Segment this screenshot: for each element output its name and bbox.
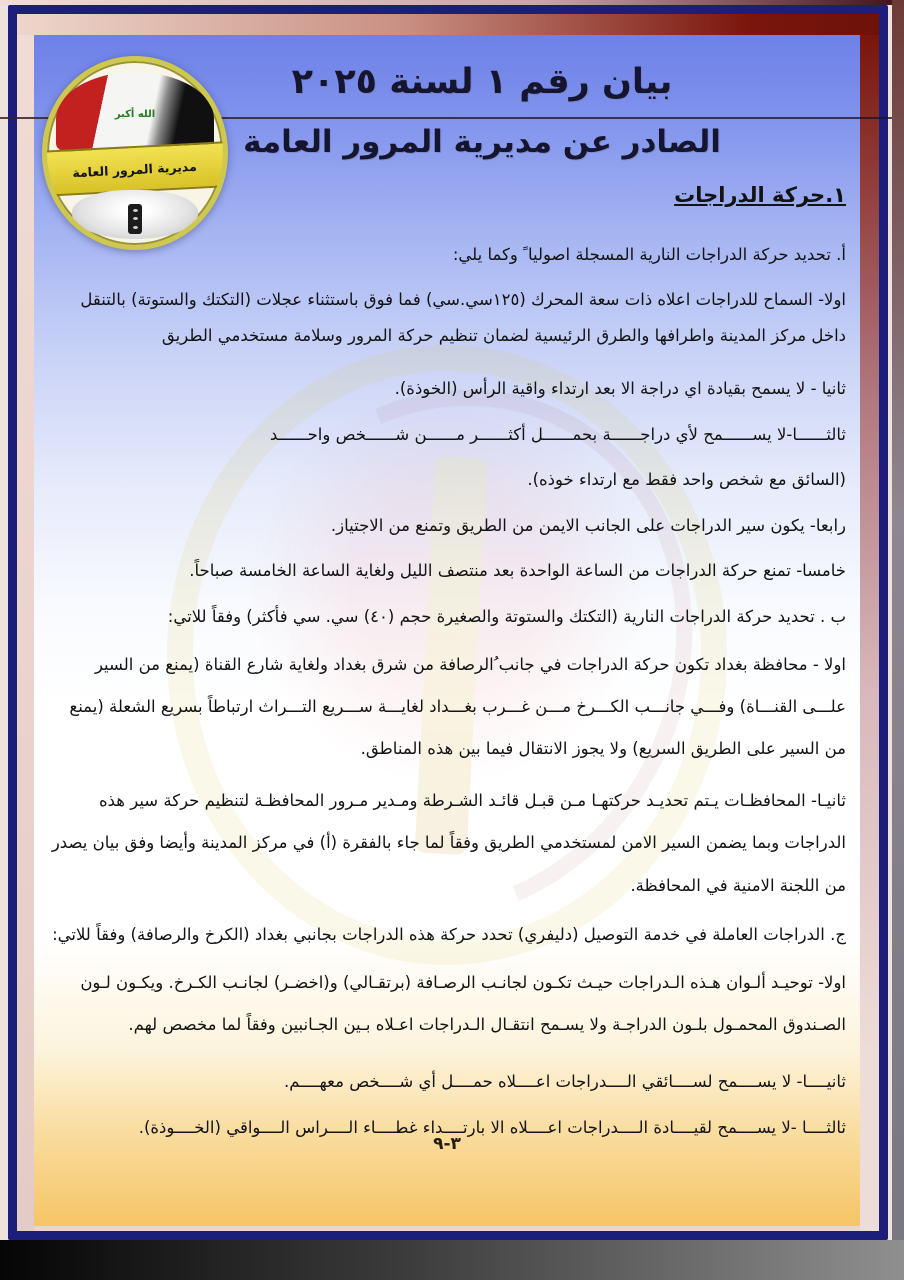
traffic-directorate-emblem (42, 56, 228, 250)
paragraph: ب . تحديد حركة الدراجات النارية (التكتك والستوتة والصغيرة حجم (٤٠) سي. سي فأكثر) وفقاً للاتي: (167, 606, 846, 626)
paragraph: (السائق مع شخص واحد فقط مع ارتداء خوذه). (527, 470, 846, 490)
paragraph: ثانيــــا- لا يســــمح لســــائقي الــــدراجات اعــــلاه حمــــل أي شــــخص معهــــم. (284, 1072, 846, 1092)
paragraph: ثانيا - لا يسمح بقيادة اي دراجة الا بعد ارتداء واقية الرأس (الخوذة). (394, 379, 846, 399)
paragraph: ثالثــــا -لا يســــمح لقيــــادة الــــدراجات اعــــلاه الا بارتــــداء غطــــاء الــــراس الــــواقي (الخــــوذة). (138, 1117, 846, 1137)
paragraph: خامسا- تمنع حركة الدراجات من الساعة الواحدة بعد منتصف الليل ولغاية الساعة الخامسة صباحاً. (189, 561, 846, 581)
emblem-banner: مديرية المرور العامة (42, 140, 228, 197)
paragraph: اولا- توحيـد ألـوان هـذه الـدراجات حيـث تكـون لجانـب الرصـافة (برتقـالي) و(اخضـر) لجانـب الكـرخ. ويكـون لـون الصـندوق المحمـول بلـون الدراجـة ولا يسـمح انتقـال الـدراجات اعـلاه بـين الجـانبين وفقاً لما مخصص لهم. (80, 973, 846, 1035)
statement-title: بيان رقم ١ لسنة ٢٠٢٥ (291, 62, 673, 102)
document-body (50, 183, 846, 1155)
photo-edge-top (0, 0, 904, 5)
paragraph: ج. الدراجات العاملة في خدمة التوصيل (دليفري) تحدد حركة هذه الدراجات بجانبي بغداد (الكرخ والرصافة) وفقاً للاتي: (52, 924, 846, 944)
paragraph: ثالثــــــا-لا يســــــمح لأي دراجــــــة بحمــــــل أكثــــــر مــــــن شــــــخص واحــــــد (269, 424, 846, 444)
paragraph: اولا - محافظة بغداد تكون حركة الدراجات في جانب ُالرصافة من شرق بغداد ولغاية شارع القناة (يمنع من السير علـــى القنـــاة) وفـــي جانـــب الكـــرخ مـــن غـــرب بغـــداد لغايـــة ســـريع التـــراث ارتباطاً بسريع الشعلة (يمنع من السير على الطريق السريع) ولا يجوز الانتقال فيما بين هذه المناطق. (69, 655, 846, 759)
section-title: ١.حركة الدراجات (674, 183, 846, 207)
paragraph: أ. تحديد حركة الدراجات النارية المسجلة اصوليا ً وكما يلي: (452, 245, 846, 264)
photo-edge-bottom (0, 1240, 904, 1280)
frame-band-bottom (34, 1226, 860, 1231)
paragraph: اولا- السماح للدراجات اعلاه ذات سعة المحرك (١٢٥سي.سي) فما فوق باستثناء عجلات (التكتك والستوتة) بالتنقل داخل مركز المدينة واطرافها والطرق الرئيسية لضمان تنظيم حركة المرور وسلامة مستخدمي الطريق (80, 290, 846, 345)
photo-edge-right (892, 0, 904, 1280)
frame-band-left (17, 35, 34, 1231)
frame-band-top (17, 14, 879, 35)
paragraph: رابعا- يكون سير الدراجات على الجانب الايمن من الطريق وتمنع من الاجتياز. (330, 515, 846, 535)
page-number: ٣-٩ (433, 1134, 461, 1154)
issuer-title: الصادر عن مديرية المرور العامة (243, 124, 721, 160)
flag-calligraphy: الله أكبر (114, 108, 156, 120)
paragraph: ثانيـا- المحافظـات يـتم تحديـد حركتهـا مـن قبـل قائـد الشـرطة ومـدير مـرور المحافظـة لتنظيم حركة سير هذه الدراجات وبما يضمن السير الامن لمستخدمي الطريق وفقاً لما جاء بالفقرة (أ) في مركز المدينة وأيضا وفق بيان يصدر من اللجنة الامنية في المحافظة. (51, 791, 846, 895)
frame-band-right (860, 35, 879, 1231)
traffic-light-icon (128, 204, 142, 234)
